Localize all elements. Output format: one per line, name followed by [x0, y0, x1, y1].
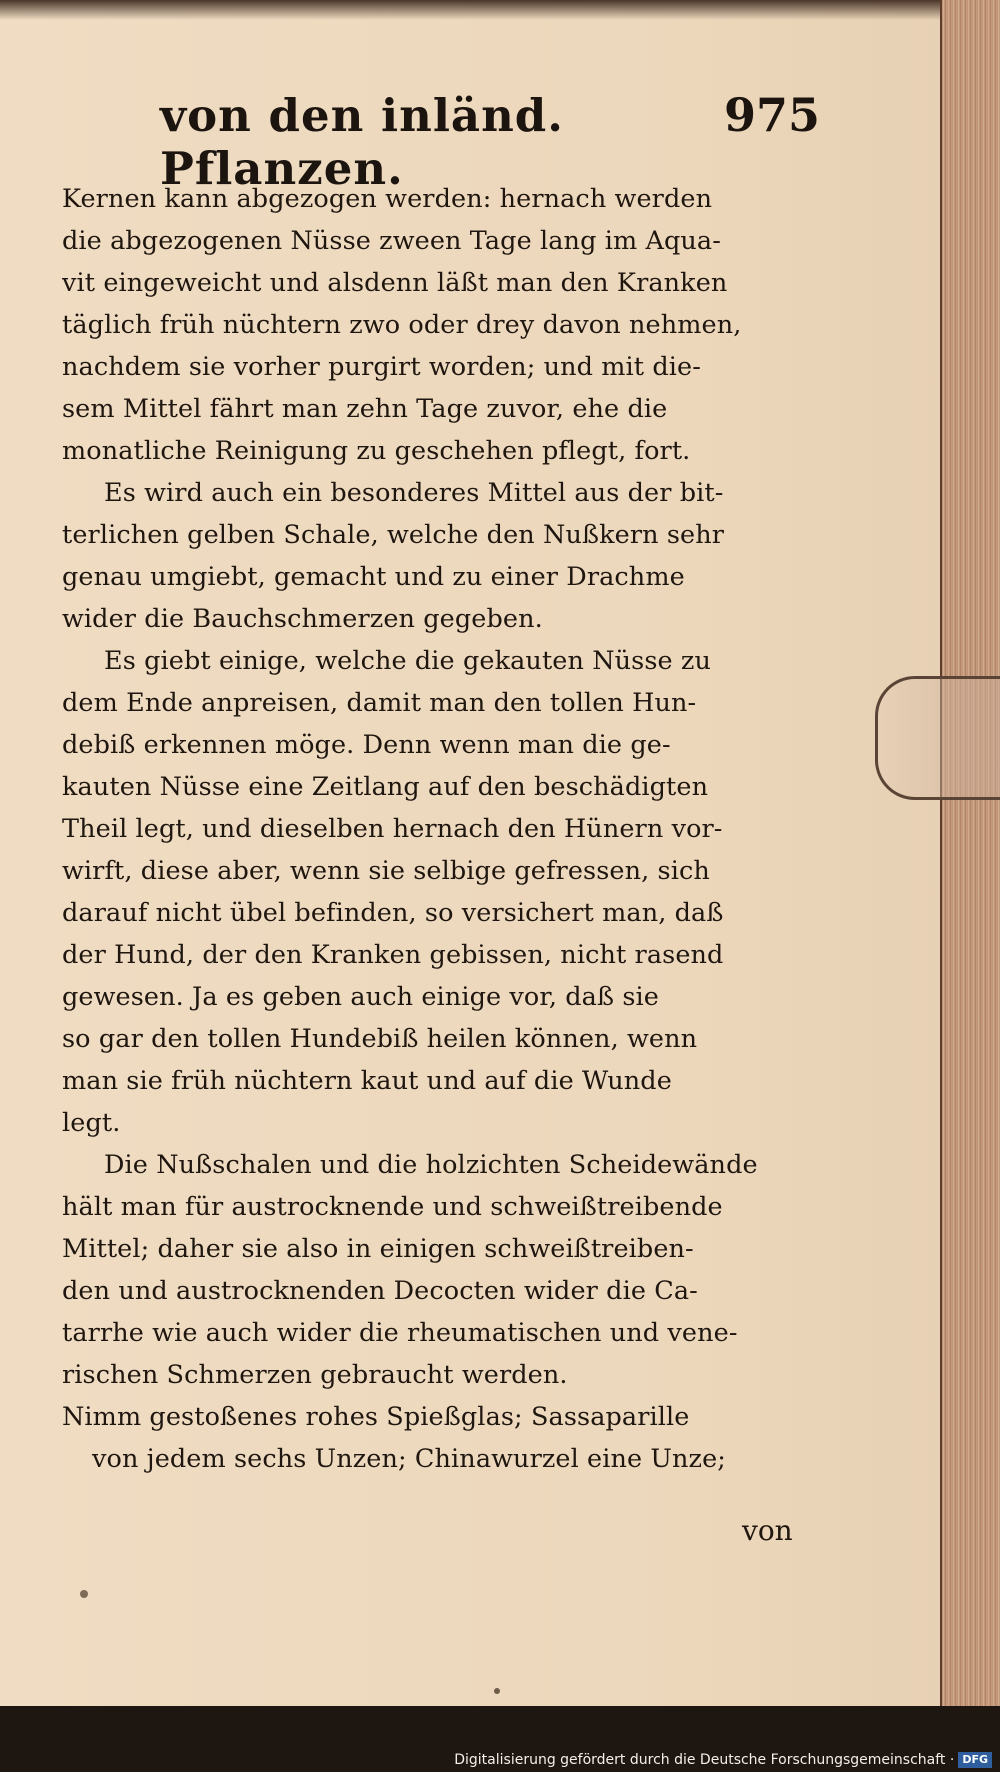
text-line: kauten Nüsse eine Zeitlang auf den beschädigten	[62, 772, 709, 802]
text-line: terlichen gelben Schale, welche den Nußkern sehr	[62, 520, 725, 550]
text-line: darauf nicht übel befinden, so versichert man, daß	[62, 898, 724, 928]
text-line: tarrhe wie auch wider die rheumatischen und vene-	[62, 1318, 738, 1348]
text-line: gewesen. Ja es geben auch einige vor, daß sie	[62, 982, 659, 1012]
text-line: Theil legt, und dieselben hernach den Hünern vor-	[62, 814, 723, 844]
text-line: man sie früh nüchtern kaut und auf die Wunde	[62, 1066, 672, 1096]
text-line: Mittel; daher sie also in einigen schweißtreiben-	[62, 1234, 694, 1264]
text-line: rischen Schmerzen gebraucht werden.	[62, 1360, 568, 1390]
body-text	[62, 178, 806, 1480]
text-line: debiß erkennen möge. Denn wenn man die ge-	[62, 730, 671, 760]
bookmark-tab	[875, 676, 1000, 800]
recipe-line: von jedem sechs Unzen; Chinawurzel eine Unze;	[92, 1444, 726, 1474]
text-line: vit eingeweicht und alsdenn läßt man den Kranken	[62, 268, 728, 298]
dfg-logo-icon: DFG	[958, 1752, 992, 1768]
digitization-credit	[454, 1752, 992, 1768]
text-line: nachdem sie vorher purgirt worden; und mit die-	[62, 352, 701, 382]
recipe-line: Nimm gestoßenes rohes Spießglas; Sassaparille	[62, 1402, 690, 1432]
text-line: dem Ende anpreisen, damit man den tollen Hun-	[62, 688, 697, 718]
text-line: den und austrocknenden Decocten wider die Ca-	[62, 1276, 698, 1306]
page-number: 975	[723, 88, 820, 142]
text-line: monatliche Reinigung zu geschehen pflegt, fort.	[62, 436, 691, 466]
text-line: der Hund, der den Kranken gebissen, nicht rasend	[62, 940, 724, 970]
text-line: sem Mittel fährt man zehn Tage zuvor, ehe die	[62, 394, 668, 424]
ink-spot	[80, 1590, 88, 1598]
credit-text: Digitalisierung gefördert durch die Deutsche Forschungsgemeinschaft ·	[454, 1752, 955, 1768]
text-line: wirft, diese aber, wenn sie selbige gefressen, sich	[62, 856, 710, 886]
running-title: von den inländ. Pflanzen.	[160, 89, 564, 195]
text-line: legt.	[62, 1108, 121, 1138]
ink-spot	[494, 1688, 500, 1694]
text-line: Kernen kann abgezogen werden: hernach werden	[62, 184, 713, 214]
book-page-edges	[940, 0, 1000, 1772]
catchword: von	[742, 1514, 793, 1547]
text-line: täglich früh nüchtern zwo oder drey davon nehmen,	[62, 310, 742, 340]
page-top-shadow	[0, 0, 1000, 20]
page-header	[160, 88, 820, 195]
text-line: genau umgiebt, gemacht und zu einer Drachme	[62, 562, 685, 592]
text-line: Es wird auch ein besonderes Mittel aus der bit-	[104, 478, 724, 508]
text-line: Die Nußschalen und die holzichten Scheidewände	[104, 1150, 758, 1180]
text-line: wider die Bauchschmerzen gegeben.	[62, 604, 543, 634]
text-line: hält man für austrocknende und schweißtreibende	[62, 1192, 723, 1222]
text-line: so gar den tollen Hundebiß heilen können, wenn	[62, 1024, 698, 1054]
text-line: die abgezogenen Nüsse zween Tage lang im Aqua-	[62, 226, 721, 256]
text-line: Es giebt einige, welche die gekauten Nüsse zu	[104, 646, 711, 676]
